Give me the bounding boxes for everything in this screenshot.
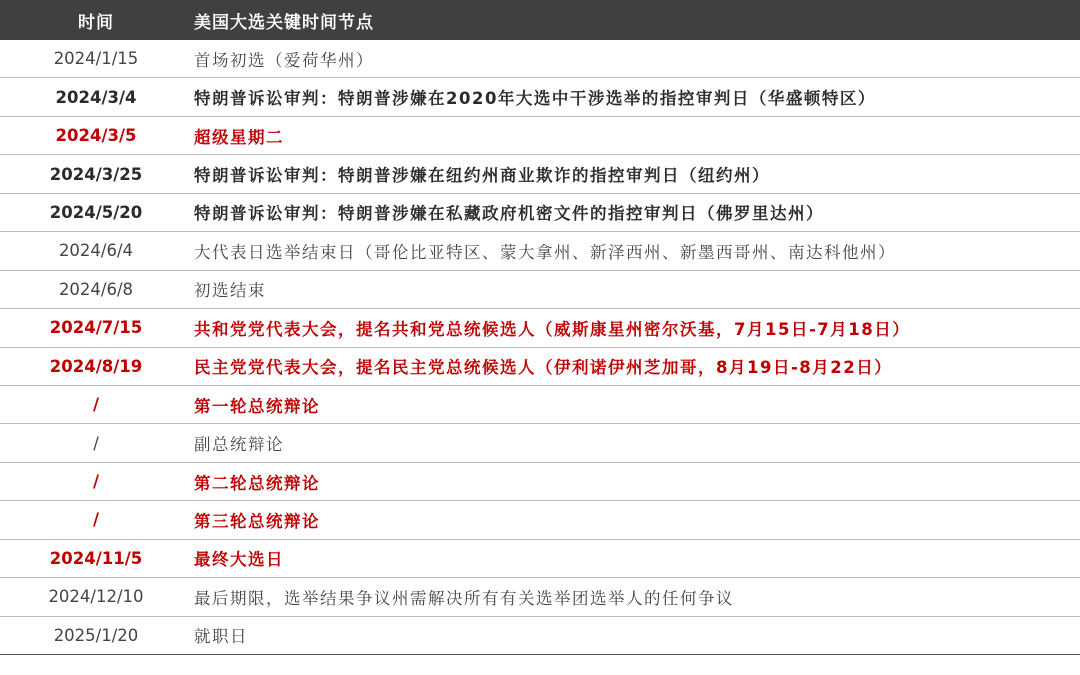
- row-date: 2024/7/15: [49, 318, 143, 338]
- table-row: [0, 194, 1080, 232]
- row-event: 就职日: [194, 627, 248, 647]
- table-row: [0, 501, 1080, 539]
- row-date: 2024/3/4: [55, 87, 137, 107]
- row-date: /: [93, 433, 99, 453]
- row-date: 2024/6/8: [58, 279, 134, 299]
- row-date: 2024/12/10: [48, 587, 144, 607]
- row-date: /: [92, 472, 100, 492]
- table-row: [0, 78, 1080, 116]
- row-event: 第三轮总统辩论: [194, 511, 320, 531]
- table-row: [0, 617, 1080, 655]
- row-date: 2024/11/5: [49, 548, 143, 568]
- row-date: 2024/3/5: [55, 126, 137, 146]
- table-row: [0, 40, 1080, 78]
- row-event: 最后期限，选举结果争议州需解决所有有关选举团选举人的任何争议: [194, 588, 734, 608]
- row-event: 特朗普诉讼审判：特朗普涉嫌在2020年大选中干涉选举的指控审判日（华盛顿特区）: [194, 89, 876, 109]
- header-event: 美国大选关键时间节点: [194, 12, 374, 33]
- row-event: 特朗普诉讼审判：特朗普涉嫌在纽约州商业欺诈的指控审判日（纽约州）: [194, 166, 770, 186]
- table-row: [0, 348, 1080, 386]
- table-row: [0, 424, 1080, 462]
- row-event: 特朗普诉讼审判：特朗普涉嫌在私藏政府机密文件的指控审判日（佛罗里达州）: [194, 204, 824, 224]
- row-date: 2024/5/20: [49, 202, 143, 222]
- row-date: 2024/1/15: [53, 49, 139, 69]
- row-event: 大代表日选举结束日（哥伦比亚特区、蒙大拿州、新泽西州、新墨西哥州、南达科他州）: [194, 242, 896, 262]
- table-row: [0, 386, 1080, 424]
- table-row: [0, 117, 1080, 155]
- row-event: 初选结束: [194, 281, 266, 301]
- table-header: [0, 0, 1080, 40]
- row-date: 2024/6/4: [58, 241, 134, 261]
- table-body: [0, 40, 1080, 655]
- row-event: 第一轮总统辩论: [194, 396, 320, 416]
- header-time: 时间: [78, 12, 114, 33]
- row-date: /: [92, 510, 100, 530]
- table-row: [0, 540, 1080, 578]
- table-row: [0, 463, 1080, 501]
- table-row: [0, 232, 1080, 270]
- row-event: 民主党党代表大会，提名民主党总统候选人（伊利诺伊州芝加哥，8月19日-8月22日）: [194, 358, 893, 378]
- row-event: 副总统辩论: [194, 435, 284, 455]
- row-date: 2025/1/20: [53, 625, 139, 645]
- row-date: /: [92, 395, 100, 415]
- row-event: 第二轮总统辩论: [194, 473, 320, 493]
- table-row: [0, 271, 1080, 309]
- row-date: 2024/3/25: [49, 164, 143, 184]
- table-row: [0, 578, 1080, 616]
- row-event: 超级星期二: [194, 127, 284, 147]
- row-event: 共和党党代表大会，提名共和党总统候选人（威斯康星州密尔沃基，7月15日-7月18日）: [194, 319, 911, 339]
- table-row: [0, 309, 1080, 347]
- row-event: 最终大选日: [194, 550, 284, 570]
- table-row: [0, 155, 1080, 193]
- row-date: 2024/8/19: [49, 356, 143, 376]
- row-event: 首场初选（爱荷华州）: [194, 50, 374, 70]
